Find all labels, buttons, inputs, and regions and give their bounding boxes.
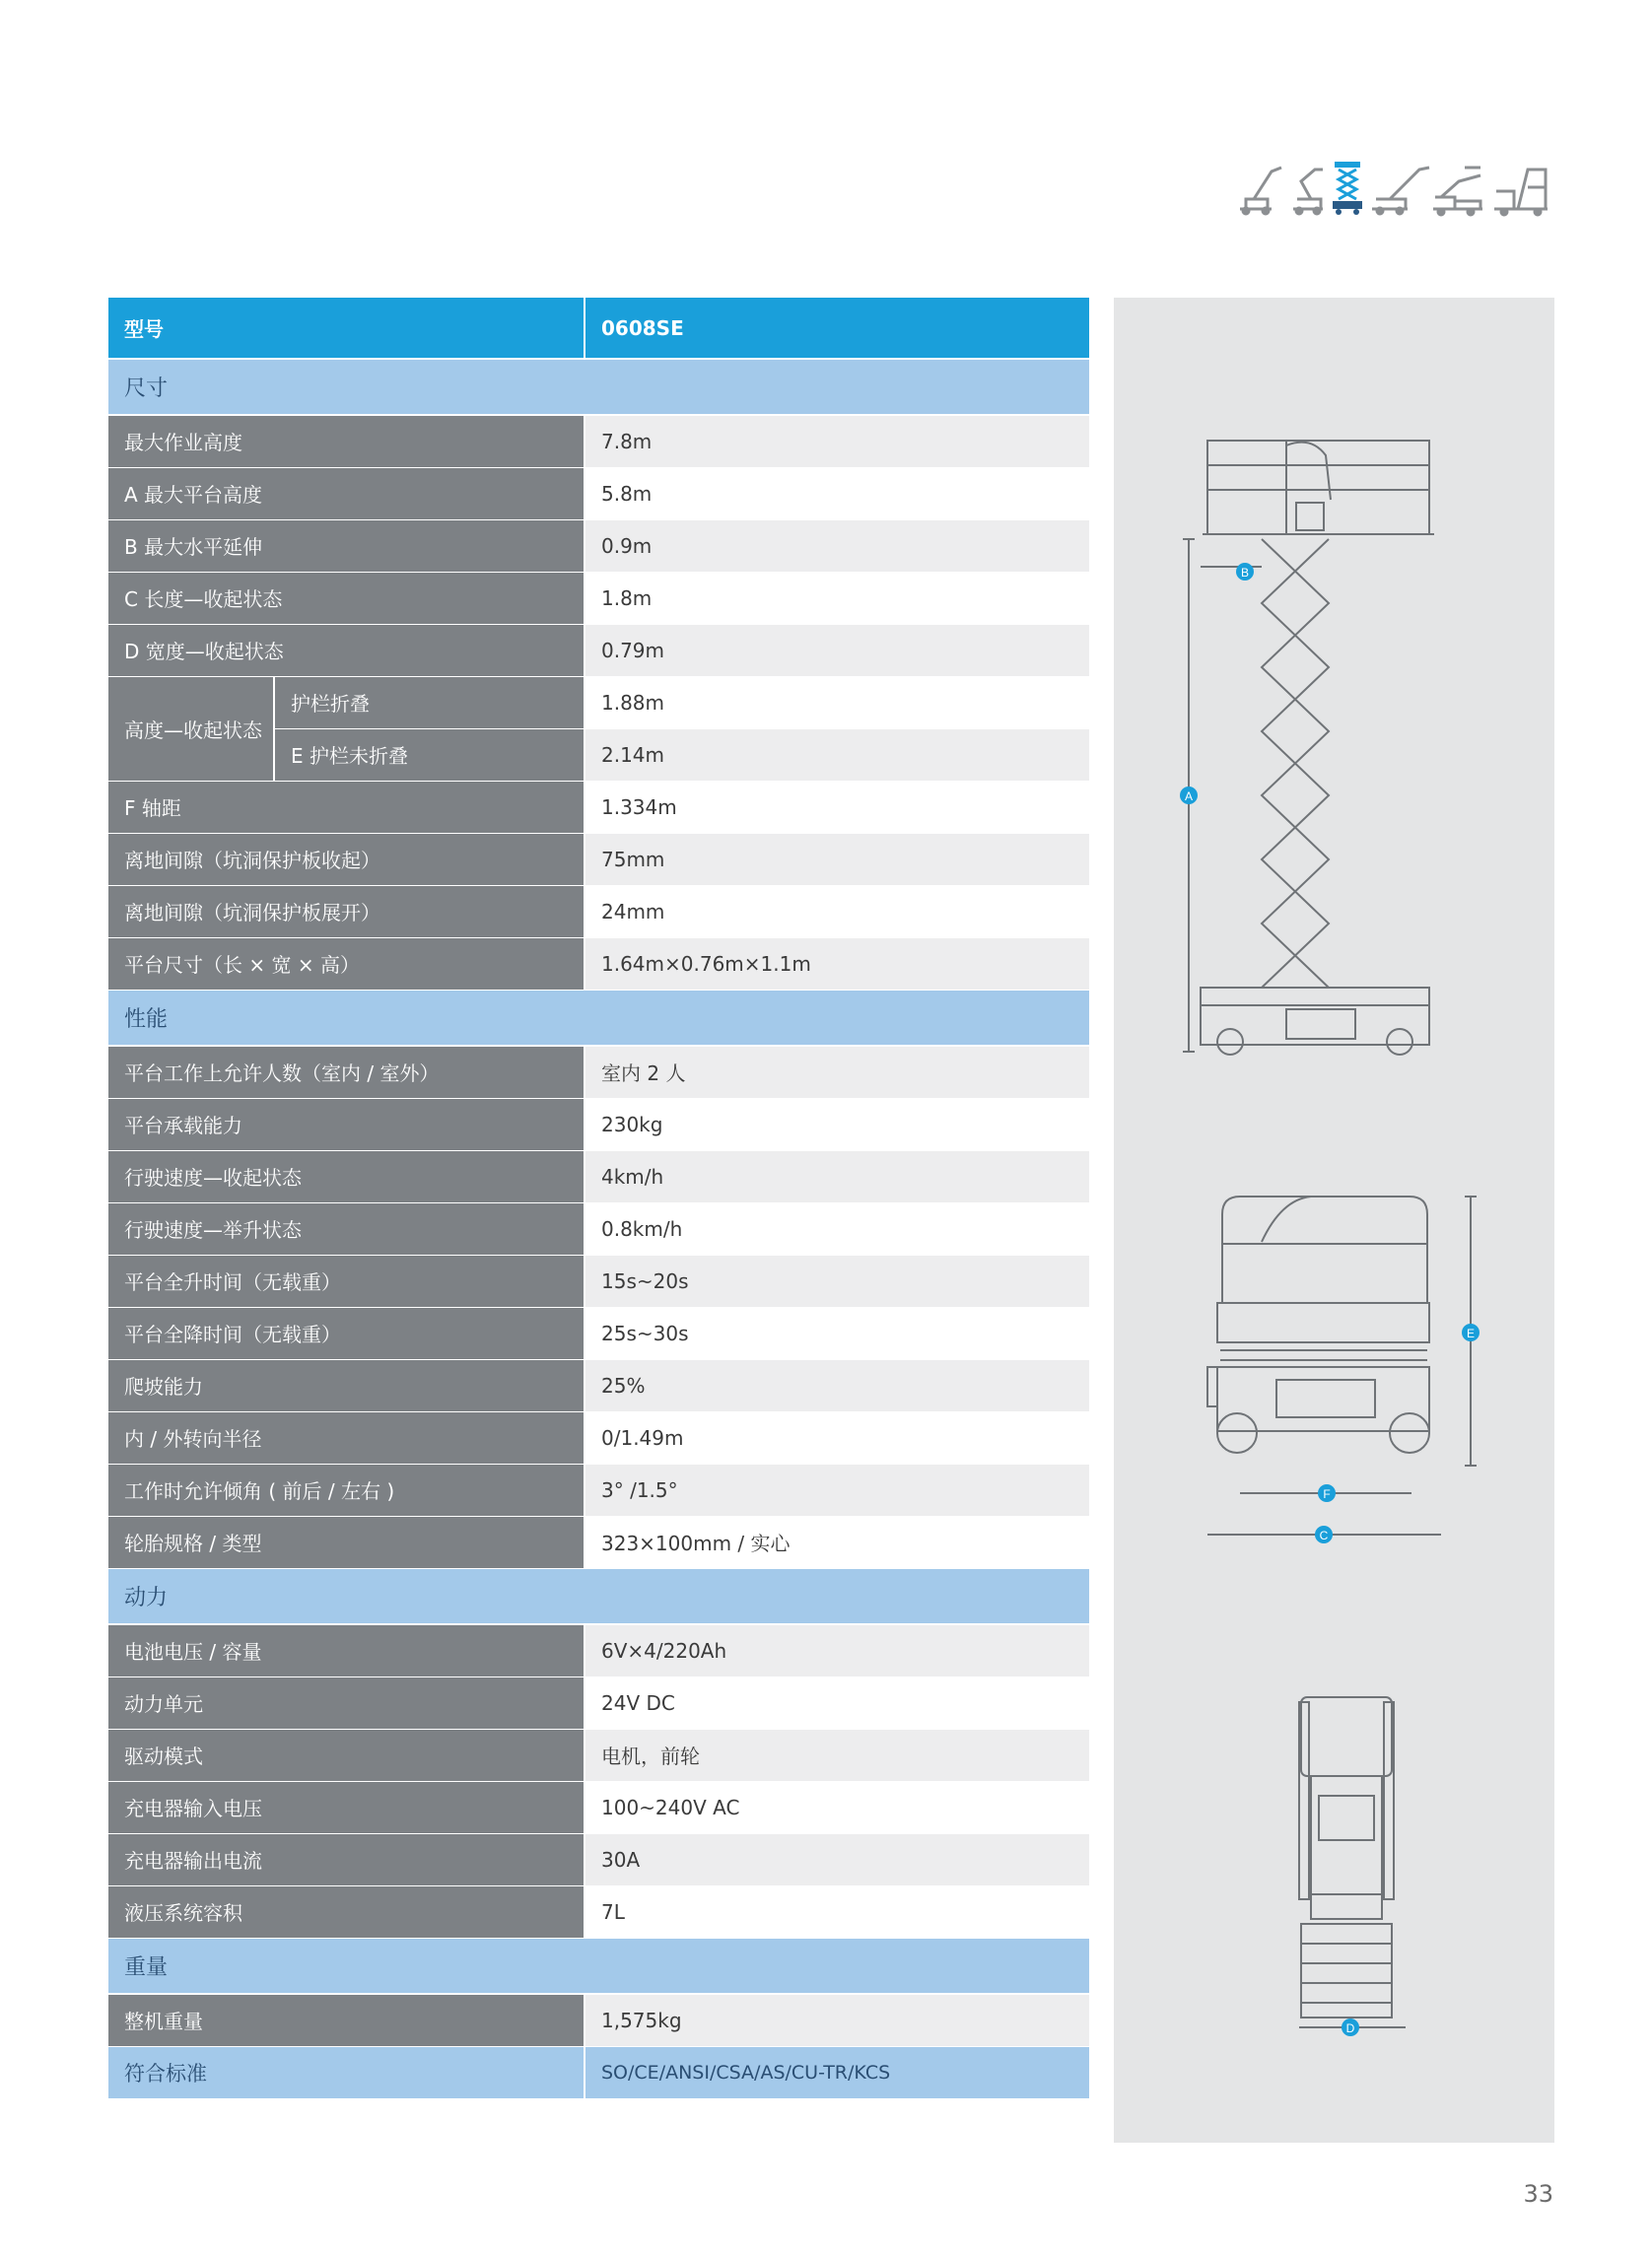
row-label: 离地间隙（坑洞保护板收起） [108,833,585,885]
row-label: 电池电压 / 容量 [108,1624,585,1676]
table-row [108,1411,1089,1464]
row-value: 1.8m [585,572,1089,624]
marker-f: F [1323,1487,1331,1501]
boom-lift-icon [1240,168,1281,214]
table-row [108,1098,1089,1150]
section-dimensions [108,359,1089,415]
rear-view-drawing [1299,1697,1406,2027]
section-title: 动力 [108,1568,1089,1624]
row-value: 30A [585,1833,1089,1885]
row-label: A 最大平台高度 [108,467,585,519]
spec-table [108,298,1089,2099]
row-label: 整机重量 [108,1994,585,2046]
row-label: 护栏折叠 [274,676,585,728]
row-value: 0.79m [585,624,1089,676]
marker-e: E [1466,1327,1476,1340]
table-row [108,1676,1089,1729]
side-view-elevated-drawing [1183,441,1434,1055]
section-title: 重量 [108,1938,1089,1994]
section-power [108,1568,1089,1624]
table-row [108,1833,1089,1885]
table-row [108,572,1089,624]
row-label: 平台工作上允许人数（室内 / 室外） [108,1046,585,1098]
row-value: 25% [585,1359,1089,1411]
table-row [108,833,1089,885]
row-value: 100~240V AC [585,1781,1089,1833]
row-label: 充电器输入电压 [108,1781,585,1833]
row-label: 工作时允许倾角 ( 前后 / 左右 ) [108,1464,585,1516]
row-value: 75mm [585,833,1089,885]
row-value: 24mm [585,885,1089,937]
row-value: 0/1.49m [585,1411,1089,1464]
table-row [108,1781,1089,1833]
row-value: 1.88m [585,676,1089,728]
row-label: C 长度—收起状态 [108,572,585,624]
row-label: 充电器输出电流 [108,1833,585,1885]
table-row [108,1464,1089,1516]
table-row [108,415,1089,467]
mast-lift-icon [1494,170,1548,215]
row-value: 7L [585,1885,1089,1938]
group-label: 高度—收起状态 [108,676,274,781]
row-value: 电机，前轮 [585,1729,1089,1781]
dimension-markers [1180,563,1480,2036]
row-label: 符合标准 [108,2046,585,2098]
row-label: 平台全升时间（无载重） [108,1255,585,1307]
table-row [108,1516,1089,1568]
table-header-row [108,298,1089,359]
row-label: 动力单元 [108,1676,585,1729]
row-value: 25s~30s [585,1307,1089,1359]
row-label: 行驶速度—收起状态 [108,1150,585,1202]
row-label: 最大作业高度 [108,415,585,467]
header-label: 型号 [108,298,585,359]
row-value: 6V×4/220Ah [585,1624,1089,1676]
row-value: 2.14m [585,728,1089,781]
row-value: 1,575kg [585,1994,1089,2046]
telescopic-boom-icon [1372,168,1429,214]
row-label: 内 / 外转向半径 [108,1411,585,1464]
row-label: 液压系统容积 [108,1885,585,1938]
table-row [108,1359,1089,1411]
table-row [108,1624,1089,1676]
row-label: 行驶速度—举升状态 [108,1202,585,1255]
row-value: 0.8km/h [585,1202,1089,1255]
row-value: 3° /1.5° [585,1464,1089,1516]
row-value: 5.8m [585,467,1089,519]
table-row [108,1150,1089,1202]
table-row [108,1994,1089,2046]
marker-c: C [1319,1529,1329,1542]
articulating-lift-icon [1293,170,1323,214]
table-row [108,519,1089,572]
table-row [108,885,1089,937]
model-name: 0608SE [585,298,1089,359]
product-category-icons [1232,158,1552,217]
table-row [108,1255,1089,1307]
table-row [108,1202,1089,1255]
row-value: 24V DC [585,1676,1089,1729]
marker-b: B [1240,566,1250,580]
marker-a: A [1184,789,1194,803]
section-weight [108,1938,1089,1994]
row-label: 平台承载能力 [108,1098,585,1150]
front-view-stowed-drawing [1207,1197,1477,1535]
row-value: 230kg [585,1098,1089,1150]
row-value: 4km/h [585,1150,1089,1202]
row-label: F 轴距 [108,781,585,833]
row-label: 爬坡能力 [108,1359,585,1411]
row-value: 15s~20s [585,1255,1089,1307]
marker-d: D [1345,2021,1355,2035]
row-label: 平台尺寸（长 × 宽 × 高） [108,937,585,990]
row-label: 驱动模式 [108,1729,585,1781]
row-value: 1.334m [585,781,1089,833]
row-value: 1.64m×0.76m×1.1m [585,937,1089,990]
table-row [108,1046,1089,1098]
row-label: B 最大水平延伸 [108,519,585,572]
row-label: 离地间隙（坑洞保护板展开） [108,885,585,937]
row-value: 7.8m [585,415,1089,467]
table-row [108,781,1089,833]
table-row [108,937,1089,990]
table-row [108,1307,1089,1359]
row-label: D 宽度—收起状态 [108,624,585,676]
table-row [108,1729,1089,1781]
table-row [108,676,1089,728]
drawing-panel [1114,298,1554,2143]
section-title: 尺寸 [108,359,1089,415]
table-row [108,624,1089,676]
section-title: 性能 [108,990,1089,1046]
row-label: 轮胎规格 / 类型 [108,1516,585,1568]
row-value: SO/CE/ANSI/CSA/AS/CU-TR/KCS [585,2046,1089,2098]
machine-drawings [1114,298,1554,2143]
scissor-lift-icon [1333,162,1362,215]
row-value: 0.9m [585,519,1089,572]
page-number: 33 [1523,2180,1553,2208]
table-row [108,1885,1089,1938]
row-value: 323×100mm / 实心 [585,1516,1089,1568]
table-row [108,467,1089,519]
row-value: 室内 2 人 [585,1046,1089,1098]
row-label: 平台全降时间（无载重） [108,1307,585,1359]
standards-row [108,2046,1089,2098]
row-label: E 护栏未折叠 [274,728,585,781]
truck-mounted-lift-icon [1433,168,1482,215]
section-performance [108,990,1089,1046]
